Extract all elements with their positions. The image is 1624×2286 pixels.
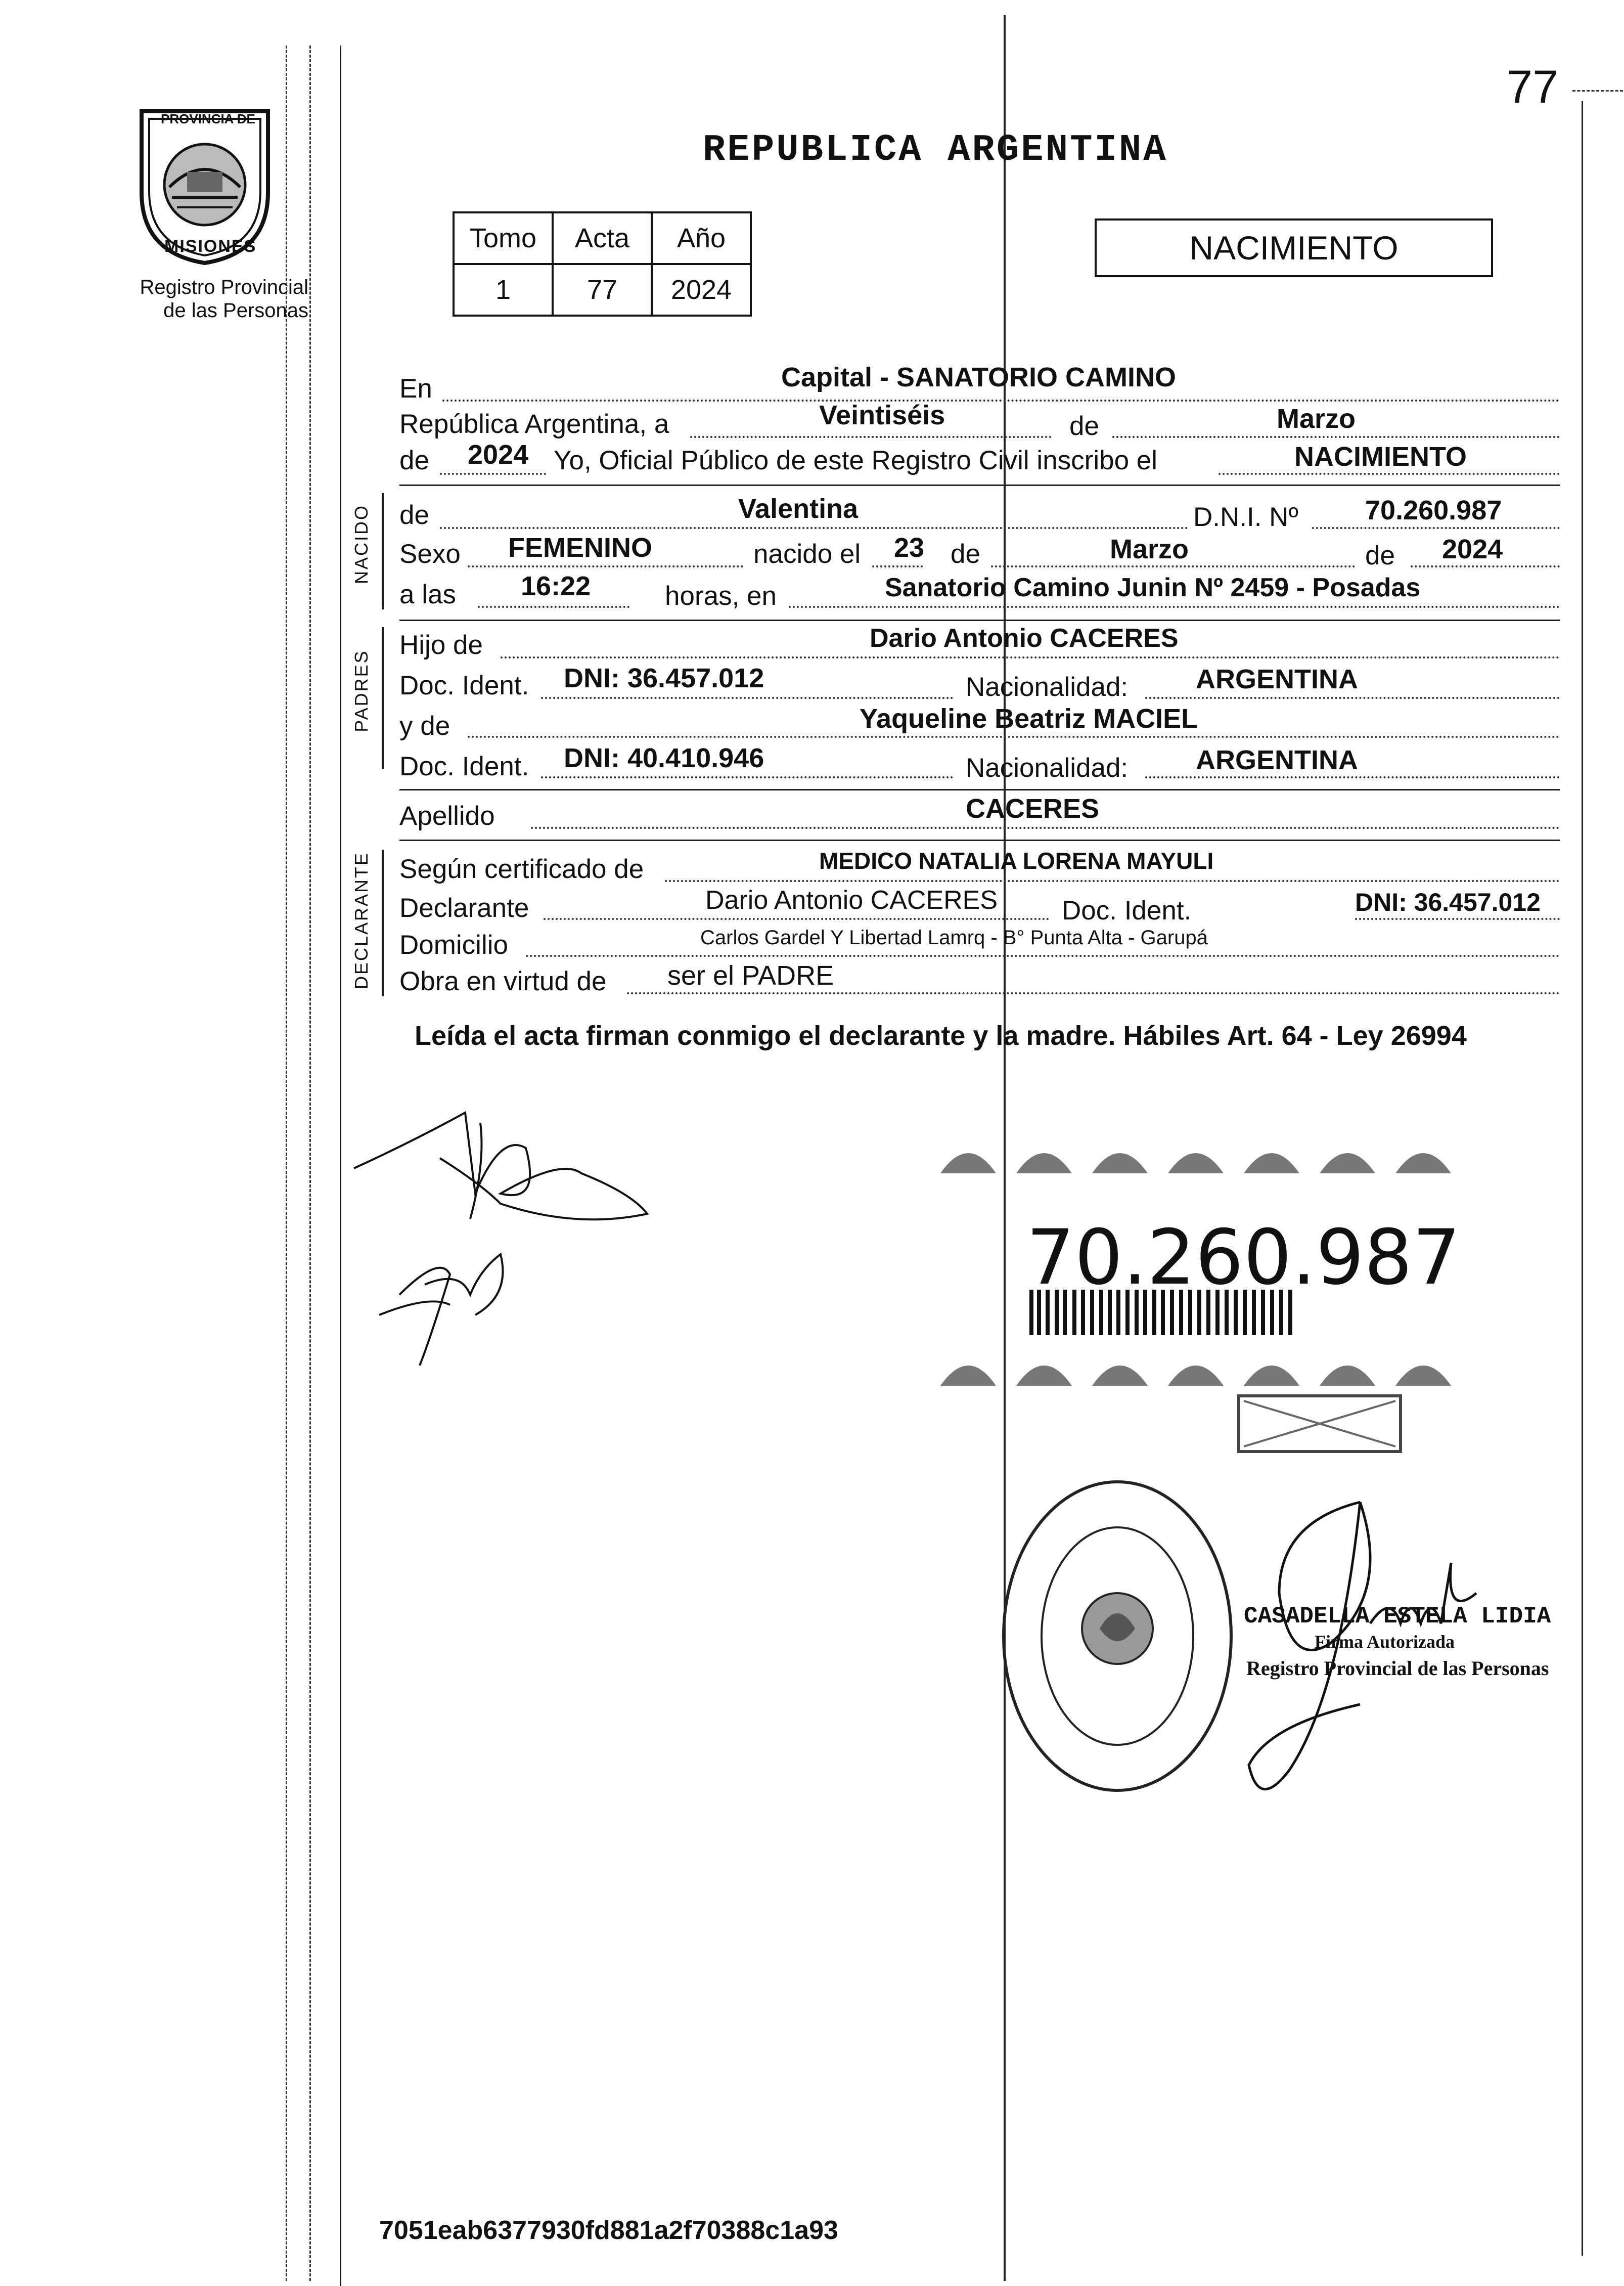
dots-en: [442, 400, 1560, 402]
dots-anio-nac: [1411, 565, 1560, 567]
side-label-padres: PADRES: [351, 649, 372, 732]
divider-4: [399, 840, 1560, 841]
label-sexo: Sexo: [399, 539, 461, 569]
dots-apellido: [531, 827, 1560, 829]
logo-text-bottom: MISIONES: [164, 237, 257, 256]
registry-caption: [126, 276, 308, 322]
side-label-nacido: NACIDO: [351, 504, 372, 585]
value-apellido: CACERES: [966, 794, 1100, 824]
dots-dia-nac: [872, 565, 923, 567]
value-acto: NACIMIENTO: [1294, 442, 1467, 472]
label-dni: D.N.I. Nº: [1193, 502, 1298, 532]
page-number-dash: [1572, 90, 1623, 92]
label-nacionalidad-2: Nacionalidad:: [966, 753, 1129, 783]
divider-2: [399, 620, 1560, 621]
value-padre-doc: DNI: 36.457.012: [564, 663, 764, 693]
label-segun-certificado: Según certificado de: [399, 854, 644, 884]
dots-domicilio: [526, 955, 1560, 957]
dots-padre-nac: [1145, 697, 1560, 699]
signature-declarante-icon: [349, 1103, 662, 1366]
dots-mes: [1112, 436, 1560, 438]
dots-declarante: [544, 918, 1049, 920]
value-obra: ser el PADRE: [667, 960, 834, 991]
label-de-2: de: [1365, 541, 1395, 570]
value-certificado: MEDICO NATALIA LORENA MAYULI: [819, 848, 1214, 874]
dots-anio: [440, 473, 546, 475]
value-domicilio: Carlos Gardel Y Libertad Lamrq - B° Punta Alta - Garupá: [700, 927, 1208, 949]
label-horas-en: horas, en: [665, 581, 777, 611]
dots-obra: [627, 992, 1560, 994]
logo-text-top: PROVINCIA DE: [161, 111, 255, 126]
dots-lugar-nac: [789, 606, 1560, 608]
dots-padre: [501, 656, 1560, 658]
value-dia: Veintiséis: [819, 400, 945, 430]
label-oficial: Yo, Oficial Público de este Registro Civil inscribo el: [554, 446, 1158, 475]
declarante-bracket: [382, 850, 384, 996]
dots-mes-nac: [991, 565, 1355, 567]
dots-dni: [1312, 527, 1560, 529]
label-y-de: y de: [399, 711, 450, 741]
value-padre-nac: ARGENTINA: [1196, 664, 1358, 694]
left-margin-line: [340, 46, 341, 2286]
value-anio-nac: 2024: [1442, 534, 1503, 564]
dots-madre-doc: [541, 776, 953, 778]
registry-caption-line2: de las Personas: [163, 299, 308, 322]
act-type-box: NACIMIENTO: [1095, 218, 1493, 277]
value-declarante: Dario Antonio CACERES: [705, 886, 998, 915]
value-hora: 16:22: [521, 571, 591, 601]
label-hijo-de: Hijo de: [399, 630, 483, 660]
table-header-tomo: Tomo: [454, 212, 553, 264]
value-nombre: Valentina: [738, 494, 859, 524]
registry-caption-line1: Registro Provincial: [140, 276, 308, 298]
reference-table: [453, 211, 752, 317]
dots-madre: [468, 736, 1560, 738]
dots-padre-doc: [541, 697, 953, 699]
right-margin-line: [1582, 101, 1583, 2256]
value-declarante-doc: DNI: 36.457.012: [1355, 888, 1541, 916]
value-lugar-nac: Sanatorio Camino Junin Nº 2459 - Posadas: [885, 573, 1421, 602]
dots-acto: [1219, 473, 1560, 475]
value-lugar: Capital - SANATORIO CAMINO: [781, 362, 1177, 392]
official-seal-icon: [999, 1477, 1236, 1795]
label-republica: República Argentina, a: [399, 409, 669, 439]
label-de-1: de: [951, 539, 980, 569]
value-madre: Yaqueline Beatriz MACIEL: [860, 704, 1198, 734]
value-madre-nac: ARGENTINA: [1196, 745, 1358, 775]
divider-3: [399, 789, 1560, 790]
label-doc-ident-2: Doc. Ident.: [399, 752, 529, 781]
binding-dashed-line-2: [309, 46, 311, 2281]
document-title: REPUBLICA ARGENTINA: [703, 129, 1168, 171]
divider-1: [399, 485, 1560, 486]
label-doc-ident-3: Doc. Ident.: [1062, 896, 1192, 926]
binding-dashed-line: [286, 46, 287, 2281]
document-hash: 7051eab6377930fd881a2f70388c1a93: [379, 2216, 838, 2245]
dots-madre-nac: [1145, 776, 1560, 778]
padres-bracket: [382, 627, 384, 769]
side-label-declarante: DECLARANTE: [351, 851, 372, 989]
value-dia-nac: 23: [894, 533, 925, 563]
page-number: 77: [1507, 61, 1559, 113]
label-de-anio: de: [399, 446, 429, 475]
value-mes-nac: Marzo: [1110, 534, 1189, 564]
value-dni: 70.260.987: [1365, 495, 1502, 525]
value-mes: Marzo: [1277, 404, 1356, 434]
closing-text: Leída el acta firman conmigo el declarante y la madre. Hábiles Art. 64 - Ley 26994: [415, 1021, 1467, 1051]
label-declarante: Declarante: [399, 893, 529, 923]
dots-certificado: [665, 880, 1560, 882]
dots-nombre: [440, 527, 1188, 529]
label-apellido: Apellido: [399, 801, 495, 831]
value-madre-doc: DNI: 40.410.946: [564, 743, 764, 773]
label-nacido-el: nacido el: [753, 539, 861, 569]
label-doc-ident-1: Doc. Ident.: [399, 671, 529, 700]
label-en: En: [399, 374, 432, 404]
table-value-anio: 2024: [652, 264, 751, 316]
table-header-anio: Año: [652, 212, 751, 264]
table-value-acta: 77: [553, 264, 652, 316]
dots-dia: [690, 436, 1052, 438]
value-anio: 2024: [468, 439, 529, 470]
nacido-bracket: [382, 493, 384, 609]
value-padre: Dario Antonio CACERES: [870, 624, 1179, 653]
label-de-nombre: de: [399, 500, 429, 530]
dni-sticker-number: 70.260.987: [1026, 1214, 1461, 1302]
label-domicilio: Domicilio: [399, 930, 508, 960]
label-de-mes: de: [1069, 411, 1099, 441]
signer-name: CASADELLA ESTELA LIDIA: [1244, 1603, 1551, 1630]
value-sexo: FEMENINO: [508, 533, 653, 563]
signer-registry: Registro Provincial de las Personas: [1246, 1657, 1549, 1680]
dots-hora: [478, 606, 629, 608]
dots-sexo: [468, 565, 743, 567]
signer-role: Firma Autorizada: [1315, 1632, 1455, 1652]
label-nacionalidad-1: Nacionalidad:: [966, 672, 1129, 702]
label-obra-en-virtud: Obra en virtud de: [399, 966, 607, 996]
table-header-acta: Acta: [553, 212, 652, 264]
label-a-las: a las: [399, 580, 456, 609]
table-value-tomo: 1: [454, 264, 553, 316]
dots-declarante-doc: [1355, 918, 1560, 920]
